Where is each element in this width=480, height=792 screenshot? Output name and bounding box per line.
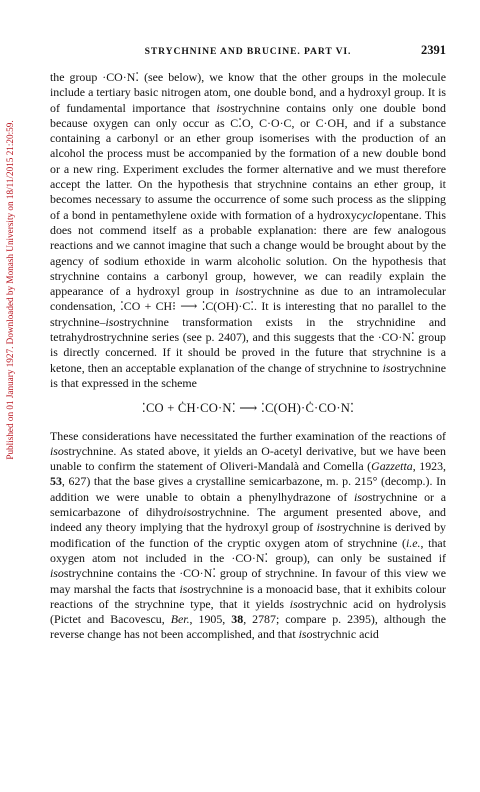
article-body — [50, 70, 446, 643]
text-run: strychnine as due to an intramolecular condensation, ⁚CO + CH⁝ ⟶ ⁚C(OH)·C⁚. It is interesting that no parallel to the strychnine– — [50, 284, 446, 329]
text-run: strychnine transformation exists in the strychnidine and tetrahydrostrychnine series (see p. 2407), and this suggests that the ·CO·N⁚ group is directly concerned. If it should be proved in the future that strychnine is a ketone, then an acceptable explanation of the change of strychnine to — [50, 314, 446, 375]
italic-run: iso — [179, 581, 194, 596]
italic-run: iso — [316, 520, 331, 535]
text-run: strychnine is a monoacid base, that it exhibits colour reactions of the strychnine type, that it yields — [50, 581, 446, 611]
text-run: strychnic acid on hydrolysis (Pictet and Bacovescu, — [50, 596, 446, 627]
italic-run: iso — [216, 100, 231, 115]
text-run: , 627) that the base gives a crystalline semicarbazone, m. p. 215° (decomp.). In addition we were unable to obtain a phenylhydrazone of — [50, 474, 446, 504]
italic-run: Ber. — [170, 612, 190, 627]
paragraph-1 — [50, 70, 446, 391]
text-run: strychnine is that expressed in the scheme — [50, 360, 446, 390]
publication-watermark — [4, 60, 16, 520]
text-run: strychnine or a semicarbazone of dihydro — [50, 489, 446, 520]
text-run: , 1923, — [412, 459, 447, 474]
italic-run: Gazzetta — [371, 459, 413, 474]
paragraph-2 — [50, 429, 446, 643]
italic-run: iso — [235, 284, 250, 299]
italic-run: iso — [183, 505, 198, 520]
text-run: the group ·CO·N⁚ (see below), we know that the other groups in the molecule include a tertiary basic nitrogen atom, one double bond, and a hydroxyl group. It is of fundamental importance that — [50, 70, 446, 115]
italic-run: iso — [105, 314, 120, 329]
italic-run: iso — [289, 596, 304, 611]
page-number: 2391 — [421, 43, 446, 57]
reaction-scheme: ⁚CO + ĊH·CO·N⁚ ⟶ ⁚C(OH)·Ċ·CO·N⁚ — [141, 401, 355, 416]
italic-run: i.e. — [405, 535, 421, 550]
text-run: These considerations have necessitated the further examination of the reactions of — [50, 428, 446, 443]
text-run: , that oxygen atom not included in the ·CO·N⁚ group), can only be sustained if — [50, 535, 447, 565]
italic-run: iso — [353, 489, 368, 504]
text-run: , 1905, — [189, 612, 232, 627]
running-title: STRYCHNINE AND BRUCINE. PART VI. — [144, 46, 352, 57]
bold-run: 38 — [231, 612, 244, 627]
text-run: strychnine. As stated above, it yields an O-acetyl derivative, but we have been unable to confirm the statement of Oliveri-Mandalà and Comella ( — [50, 443, 446, 474]
italic-run: iso — [382, 360, 397, 375]
bold-run: 53 — [50, 474, 62, 489]
running-header — [50, 45, 446, 61]
publication-watermark-text: Published on 01 January 1927. Downloaded by Monash University on 18/11/2015 21:20:59. — [5, 120, 15, 460]
text-run: strychnine contains only one double bond because oxygen can only occur as C⁚O, C·O·C, or C·OH, and if a substance containing a carbonyl or an ether group isomerises with the production of an alcohol the process must be accompanied by the formation of a new double bond or a new ring. Experiment excludes the former alternative and we must therefore accept the latter. On the hypothesis that strychnine contains an ether group, it becomes necessary to assume the occurrence of some such process as the slipping of a bond in pentamethylene oxide with formation of a hydroxy — [50, 100, 446, 222]
italic-run: iso — [298, 627, 313, 642]
text-run: strychnine. The argument presented above, and indeed any theory implying that the hydroxyl group of — [50, 505, 447, 535]
text-run: strychnine is derived by modification of the function of the cryptic oxygen atom of strychnine ( — [50, 520, 446, 550]
text-run: pentane. This does not commend itself as a probable explanation: there are few analogous reactions and we cannot imagine that such a change would be brought about by the agency of sodium ethoxide in warm alcoholic solution. On the hypothesis that strychnine contains a carbonyl group, however, we can readily explain the appearance of a hydroxyl group in — [50, 207, 446, 299]
text-run: , 2787; compare p. 2395), although the reverse change has not been accomplished, and that — [50, 612, 446, 642]
italic-run: iso — [50, 566, 64, 581]
italic-run: iso — [50, 443, 64, 458]
text-run: strychnic acid — [312, 627, 379, 642]
italic-run: cyclo — [356, 207, 382, 222]
text-run: strychnine contains the ·CO·N⁚ group of strychnine. In favour of this view we may marshal the facts that — [50, 566, 446, 596]
